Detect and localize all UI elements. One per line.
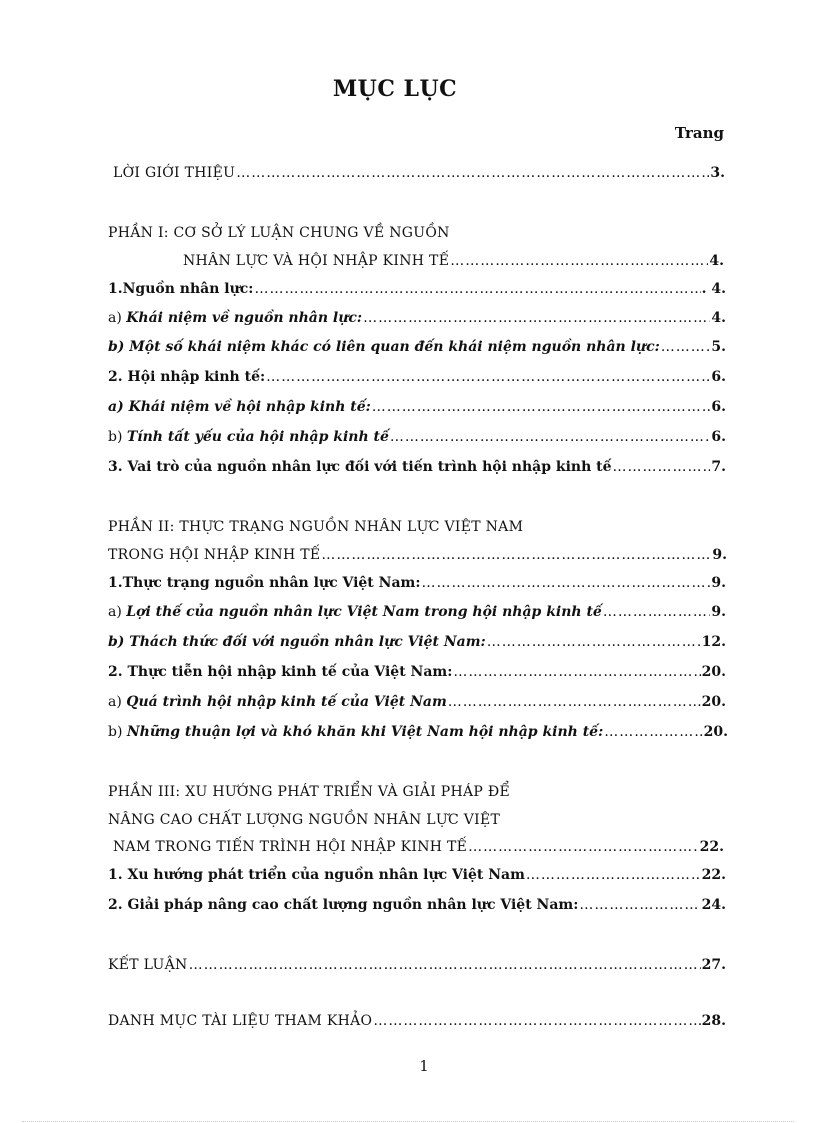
toc-page: 20. bbox=[703, 724, 728, 740]
toc-entry-2-2a[interactable] bbox=[108, 694, 726, 716]
toc-entry-1-1b[interactable] bbox=[108, 339, 726, 361]
page-column-label: Trang bbox=[674, 124, 724, 142]
toc-entry-part1[interactable] bbox=[183, 253, 724, 275]
toc-label: b) Tính tất yếu của hội nhập kinh tế bbox=[108, 429, 389, 445]
toc-leader bbox=[468, 839, 698, 855]
toc-page: 22. bbox=[699, 839, 724, 855]
toc-page: 4. bbox=[709, 253, 724, 269]
toc-page: 5. bbox=[711, 339, 726, 355]
toc-leader bbox=[448, 694, 701, 710]
part3-heading-line2: NÂNG CAO CHẤT LƯỢNG NGUỒN NHÂN LỰC VIỆT bbox=[108, 812, 501, 828]
toc-leader bbox=[453, 664, 700, 680]
toc-label: NHÂN LỰC VÀ HỘI NHẬP KINH TẾ bbox=[183, 253, 450, 269]
toc-entry-3-2[interactable] bbox=[108, 897, 726, 919]
toc-label: 1.Nguồn nhân lực: bbox=[108, 281, 254, 297]
toc-leader bbox=[603, 604, 711, 620]
toc-entry-1-2b[interactable] bbox=[108, 429, 726, 451]
toc-label: a) Khái niệm về nguồn nhân lực: bbox=[108, 310, 363, 326]
toc-entry-2-2[interactable] bbox=[108, 664, 726, 686]
toc-page: 22. bbox=[701, 867, 726, 883]
toc-page: 6. bbox=[711, 369, 726, 385]
toc-entry-2-1a[interactable] bbox=[108, 604, 726, 626]
toc-entry-1-2[interactable] bbox=[108, 369, 726, 391]
toc-entry-2-1b[interactable] bbox=[108, 634, 726, 656]
toc-entry-1-1a[interactable] bbox=[108, 310, 726, 332]
toc-leader bbox=[613, 459, 711, 475]
page-bottom-border bbox=[22, 1121, 794, 1122]
part1-heading-line1: PHẦN I: CƠ SỞ LÝ LUẬN CHUNG VỀ NGUỒN bbox=[108, 225, 450, 241]
toc-leader bbox=[372, 399, 711, 415]
toc-leader bbox=[390, 429, 710, 445]
toc-leader bbox=[661, 339, 711, 355]
toc-page: . 4. bbox=[701, 281, 726, 297]
part2-heading-line1: PHẦN II: THỰC TRẠNG NGUỒN NHÂN LỰC VIỆT NAM bbox=[108, 519, 524, 535]
toc-page: 4. bbox=[711, 310, 726, 326]
toc-page: 28. bbox=[701, 1013, 726, 1029]
toc-entry-3-1[interactable] bbox=[108, 867, 726, 889]
toc-label: a) Quá trình hội nhập kinh tế của Việt Nam bbox=[108, 694, 447, 710]
toc-page: 6. bbox=[711, 429, 726, 445]
toc-entry-2-2b[interactable] bbox=[108, 724, 728, 746]
toc-entry-part3[interactable] bbox=[113, 839, 724, 861]
toc-entry-intro[interactable] bbox=[113, 165, 725, 187]
toc-label: a) Khái niệm về hội nhập kinh tế: bbox=[108, 399, 371, 415]
toc-leader bbox=[189, 957, 701, 973]
toc-page: 20. bbox=[701, 694, 726, 710]
toc-page: 9. bbox=[712, 547, 727, 563]
toc-leader bbox=[450, 253, 708, 269]
toc-leader bbox=[363, 310, 710, 326]
toc-page: 27. bbox=[701, 957, 726, 973]
toc-label: b) Một số khái niệm khác có liên quan đến khái niệm nguồn nhân lực: bbox=[108, 339, 660, 355]
toc-label: 2. Hội nhập kinh tế: bbox=[108, 369, 266, 385]
toc-label: NAM TRONG TIẾN TRÌNH HỘI NHẬP KINH TẾ bbox=[113, 839, 468, 855]
toc-page: 6. bbox=[711, 399, 726, 415]
toc-label: b) Những thuận lợi và khó khăn khi Việt Nam hội nhập kinh tế: bbox=[108, 724, 604, 740]
toc-label: DANH MỤC TÀI LIỆU THAM KHẢO bbox=[108, 1013, 373, 1029]
toc-label: 1. Xu hướng phát triển của nguồn nhân lực Việt Nam bbox=[108, 867, 525, 883]
toc-leader bbox=[526, 867, 701, 883]
toc-entry-1-2a[interactable] bbox=[108, 399, 726, 421]
toc-page: 12. bbox=[701, 634, 726, 650]
toc-label: KẾT LUẬN bbox=[108, 957, 188, 973]
toc-page: 3. bbox=[710, 165, 725, 181]
toc-page: 7. bbox=[711, 459, 726, 475]
toc-leader bbox=[321, 547, 711, 563]
toc-entry-part2[interactable] bbox=[108, 547, 727, 569]
toc-entry-1-3[interactable] bbox=[108, 459, 726, 481]
toc-entry-conclusion[interactable] bbox=[108, 957, 726, 979]
toc-label: TRONG HỘI NHẬP KINH TẾ bbox=[108, 547, 321, 563]
toc-label: a) Lợi thế của nguồn nhân lực Việt Nam trong hội nhập kinh tế bbox=[108, 604, 602, 620]
toc-leader bbox=[422, 575, 711, 591]
toc-leader bbox=[579, 897, 700, 913]
toc-label: 1.Thực trạng nguồn nhân lực Việt Nam: bbox=[108, 575, 421, 591]
page-number: 1 bbox=[419, 1057, 429, 1075]
toc-page: 24. bbox=[701, 897, 726, 913]
toc-label: LỜI GIỚI THIỆU bbox=[113, 165, 236, 181]
toc-label: 2. Thực tiễn hội nhập kinh tế của Việt Nam: bbox=[108, 664, 453, 680]
toc-label: 2. Giải pháp nâng cao chất lượng nguồn nhân lực Việt Nam: bbox=[108, 897, 579, 913]
toc-leader bbox=[487, 634, 701, 650]
toc-leader bbox=[373, 1013, 700, 1029]
toc-leader bbox=[266, 369, 710, 385]
toc-page: 9. bbox=[711, 575, 726, 591]
part3-heading-line1: PHẦN III: XU HƯỚNG PHÁT TRIỂN VÀ GIẢI PHÁP ĐỂ bbox=[108, 784, 511, 800]
toc-label: b) Thách thức đối với nguồn nhân lực Việt Nam: bbox=[108, 634, 486, 650]
toc-entry-2-1[interactable] bbox=[108, 575, 726, 597]
toc-entry-references[interactable] bbox=[108, 1013, 726, 1035]
toc-leader bbox=[254, 281, 700, 297]
toc-leader bbox=[604, 724, 702, 740]
toc-leader bbox=[236, 165, 709, 181]
page-title: MỤC LỤC bbox=[332, 76, 458, 102]
toc-page: 20. bbox=[701, 664, 726, 680]
toc-page: 9. bbox=[711, 604, 726, 620]
toc-label: 3. Vai trò của nguồn nhân lực đối với tiến trình hội nhập kinh tế bbox=[108, 459, 612, 475]
toc-entry-1-1[interactable] bbox=[108, 281, 726, 303]
